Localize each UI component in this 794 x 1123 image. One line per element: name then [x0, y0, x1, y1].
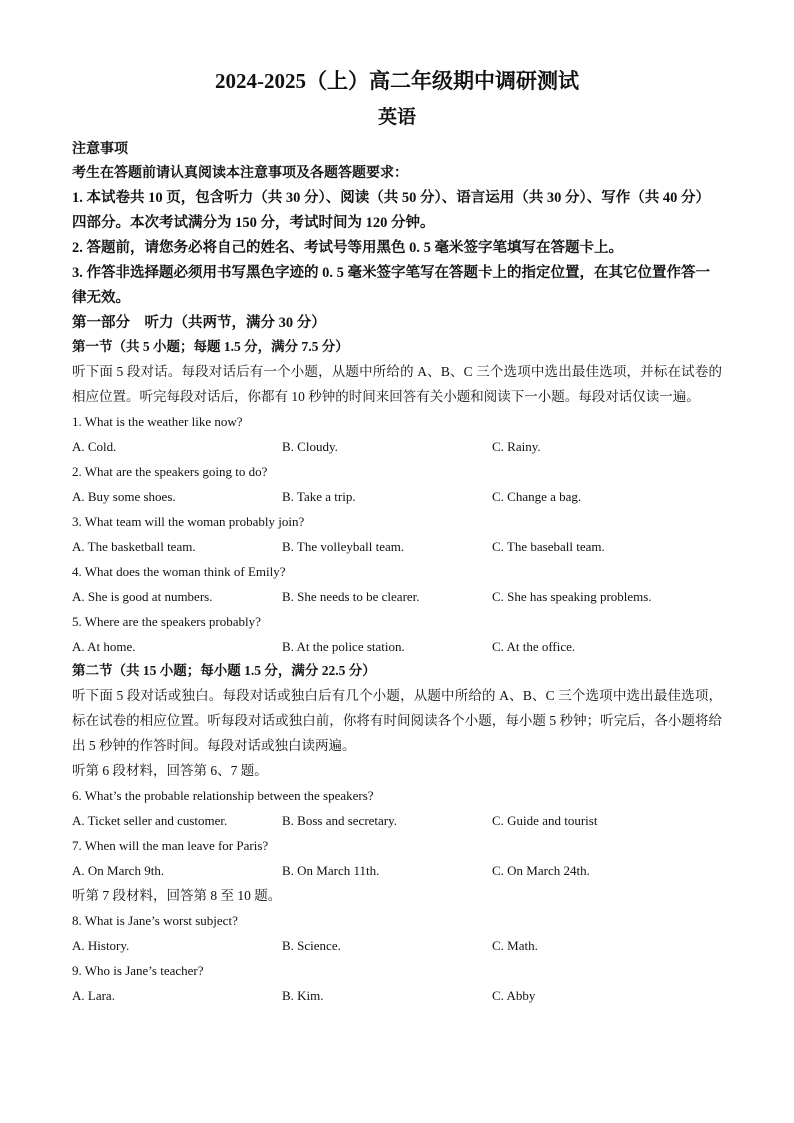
notice-block: [72, 138, 722, 311]
option-c: C. Abby: [492, 988, 536, 1003]
question-options: [72, 584, 722, 609]
option-a: A. History.: [72, 938, 130, 953]
question-stem: 5. Where are the speakers probably?: [72, 614, 261, 629]
option-b: B. Kim.: [282, 988, 324, 1003]
section2: [72, 659, 722, 1008]
question-3: [72, 509, 722, 559]
question-options: [72, 534, 722, 559]
option-b: B. The volleyball team.: [282, 539, 405, 554]
option-c: C. At the office.: [492, 639, 576, 654]
option-a: A. Lara.: [72, 988, 115, 1003]
question-stem: 9. Who is Jane’s teacher?: [72, 963, 204, 978]
option-c: C. Rainy.: [492, 439, 541, 454]
question-stem: 1. What is the weather like now?: [72, 414, 243, 429]
question-7: [72, 833, 722, 883]
question-options: [72, 858, 722, 883]
question-options: [72, 634, 722, 659]
question-stem: 7. When will the man leave for Paris?: [72, 838, 269, 853]
question-stem: 8. What is Jane’s worst subject?: [72, 913, 238, 928]
question-options: [72, 808, 722, 833]
question-stem: 6. What’s the probable relationship between the speakers?: [72, 788, 374, 803]
question-stem: 3. What team will the woman probably join?: [72, 514, 305, 529]
question-2: [72, 459, 722, 509]
option-b: B. On March 11th.: [282, 863, 380, 878]
notice-item-3: 3. 作答非选择题必须用书写黑色字迹的 0. 5 毫米签字笔写在答题卡上的指定位置，在其它位置作答一律无效。: [72, 265, 710, 306]
notice-title: 注意事项: [72, 142, 128, 157]
section2-title: 第二节（共 15 小题；每小题 1.5 分，满分 22.5 分）: [72, 663, 376, 678]
option-a: A. Cold.: [72, 439, 117, 454]
section1-title: 第一节（共 5 小题；每题 1.5 分，满分 7.5 分）: [72, 339, 349, 354]
option-b: B. Cloudy.: [282, 439, 338, 454]
option-a: A. She is good at numbers.: [72, 589, 213, 604]
notice-item-2: 2. 答题前，请您务必将自己的姓名、考试号等用黑色 0. 5 毫米签字笔填写在答题卡上。: [72, 240, 623, 256]
option-b: B. Take a trip.: [282, 489, 356, 504]
question-stem: 2. What are the speakers going to do?: [72, 464, 268, 479]
question-6: [72, 783, 722, 833]
question-4: [72, 559, 722, 609]
question-options: [72, 434, 722, 459]
notice-lead: 考生在答题前请认真阅读本注意事项及各题答题要求：: [72, 166, 408, 181]
question-1: [72, 409, 722, 459]
question-options: [72, 484, 722, 509]
option-a: A. Ticket seller and customer.: [72, 813, 228, 828]
option-b: B. At the police station.: [282, 639, 405, 654]
option-a: A. On March 9th.: [72, 863, 165, 878]
question-stem: 4. What does the woman think of Emily?: [72, 564, 286, 579]
option-b: B. Boss and secretary.: [282, 813, 398, 828]
exam-title: 2024-2025（上）高二年级期中调研测试: [215, 69, 579, 93]
option-b: B. She needs to be clearer.: [282, 589, 420, 604]
exam-subject: 英语: [377, 107, 416, 128]
material-6-heading: 听第 6 段材料，回答第 6、7 题。: [72, 763, 268, 778]
option-c: C. The baseball team.: [492, 539, 605, 554]
question-8: [72, 908, 722, 958]
section2-instruction: 听下面 5 段对话或独白。每段对话或独白后有几个小题，从题中所给的 A、B、C 三个选项中选出最佳选项，标在试卷的相应位置。听每段对话或独白前，你将有时间阅读各个小题，每小题 5 秒钟；听完后，各小题将给出 5 秒钟的作答时间。每段对话或独白读两遍。: [72, 688, 722, 753]
question-9: [72, 958, 722, 1008]
option-c: C. Guide and tourist: [492, 813, 598, 828]
option-a: A. The basketball team.: [72, 539, 196, 554]
part1-title: 第一部分 听力（共两节，满分 30 分）: [72, 315, 326, 331]
option-c: C. Math.: [492, 938, 538, 953]
option-a: A. At home.: [72, 639, 136, 654]
question-options: [72, 983, 722, 1008]
question-options: [72, 933, 722, 958]
section1: [72, 335, 722, 659]
section1-instruction: 听下面 5 段对话。每段对话后有一个小题，从题中所给的 A、B、C 三个选项中选出最佳选项，并标在试卷的相应位置。听完每段对话后，你都有 10 秒钟的时间来回答有关小题和阅读下一小题。每段对话仅读一遍。: [72, 364, 722, 404]
option-c: C. On March 24th.: [492, 863, 590, 878]
material-7-heading: 听第 7 段材料，回答第 8 至 10 题。: [72, 888, 282, 903]
option-c: C. Change a bag.: [492, 489, 582, 504]
notice-item-1: 1. 本试卷共 10 页，包含听力（共 30 分）、阅读（共 50 分）、语言运用（共 30 分）、写作（共 40 分）四部分。本次考试满分为 150 分，考试时间为 120 分钟。: [72, 190, 710, 231]
option-a: A. Buy some shoes.: [72, 489, 176, 504]
option-b: B. Science.: [282, 938, 341, 953]
option-c: C. She has speaking problems.: [492, 589, 652, 604]
question-5: [72, 609, 722, 659]
